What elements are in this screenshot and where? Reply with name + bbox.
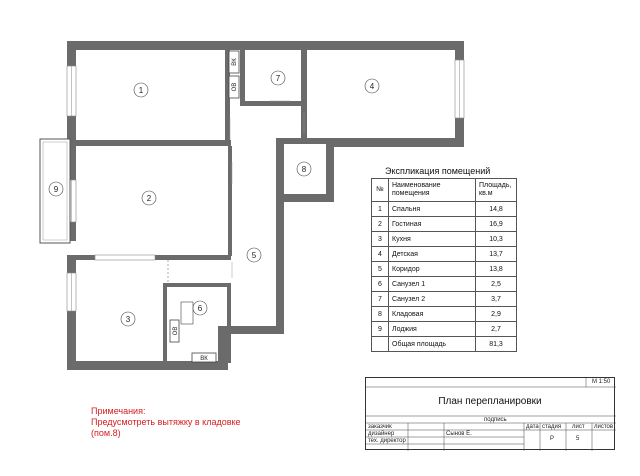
row-area: 2,5	[476, 277, 517, 292]
vk-label-top: ВК	[232, 58, 238, 66]
scale-label: М 1:50	[592, 379, 611, 385]
room-number-6: 6	[197, 304, 203, 313]
tech-director-label: тех. директор	[368, 438, 406, 444]
row-area: 3,7	[476, 292, 517, 307]
date-label: дата	[526, 424, 539, 430]
header-name: Наименование помещения	[389, 179, 476, 202]
room-number-5: 5	[251, 251, 257, 260]
bath-fixture	[181, 302, 193, 324]
room-number-3: 3	[125, 315, 131, 324]
row-name: Гостиная	[389, 217, 476, 232]
ov-label-top: ОВ	[232, 82, 238, 92]
total-value: 81,3	[476, 337, 517, 352]
designer-name: Сынов Е.	[446, 431, 472, 437]
row-num: 9	[372, 322, 389, 337]
row-name: Коридор	[389, 262, 476, 277]
table-total-row	[372, 337, 517, 352]
title-block	[365, 377, 615, 450]
header-num: №	[372, 179, 389, 202]
dizainer-label: дизайнер	[368, 431, 395, 437]
table-row	[372, 307, 517, 322]
table-row	[372, 232, 517, 247]
table-row	[372, 322, 517, 337]
row-name: Кладовая	[389, 307, 476, 322]
sheet-label: лист	[572, 424, 585, 430]
stage-value: Р	[550, 436, 555, 442]
table-row	[372, 247, 517, 262]
explication-title: Экспликация помещений	[385, 166, 491, 176]
explication-table	[371, 178, 517, 352]
notes	[91, 406, 241, 439]
sheet-value: 5	[576, 436, 580, 442]
table-row	[372, 277, 517, 292]
row-name: Кухня	[389, 232, 476, 247]
row-num: 8	[372, 307, 389, 322]
row-num: 5	[372, 262, 389, 277]
row-num: 6	[372, 277, 389, 292]
row-area: 10,3	[476, 232, 517, 247]
vk-label-bottom: ВК	[200, 356, 208, 362]
sheets-label: листов	[594, 424, 614, 430]
notes-line-1: Предусмотреть вытяжку в кладовке	[91, 417, 241, 427]
table-header-row	[372, 179, 517, 202]
podpis-label: подпись	[484, 417, 507, 423]
row-name: Детская	[389, 247, 476, 262]
row-num: 3	[372, 232, 389, 247]
room-number-1: 1	[138, 86, 144, 95]
row-num: 7	[372, 292, 389, 307]
drawing-title: План перепланировки	[438, 396, 542, 407]
row-num: 2	[372, 217, 389, 232]
room-number-9: 9	[53, 185, 59, 194]
ov-label-bottom: ОВ	[173, 326, 179, 336]
room-number-8: 8	[301, 165, 307, 174]
row-area: 16,9	[476, 217, 517, 232]
notes-title: Примечания:	[91, 406, 146, 416]
room-number-4: 4	[369, 82, 375, 91]
row-name: Лоджия	[389, 322, 476, 337]
row-area: 13,8	[476, 262, 517, 277]
row-name: Санузел 2	[389, 292, 476, 307]
row-area: 2,9	[476, 307, 517, 322]
stage-label: стадия	[542, 424, 562, 430]
row-area: 2,7	[476, 322, 517, 337]
row-num: 1	[372, 202, 389, 217]
row-num: 4	[372, 247, 389, 262]
room-number-7: 7	[275, 74, 281, 83]
total-label: Общая площадь	[389, 337, 476, 352]
doors	[230, 101, 304, 278]
table-row	[372, 292, 517, 307]
table-row	[372, 217, 517, 232]
table-row	[372, 202, 517, 217]
row-area: 14,8	[476, 202, 517, 217]
header-area: Площадь, кв.м	[476, 179, 517, 202]
row-name: Санузел 1	[389, 277, 476, 292]
total-empty	[372, 337, 389, 352]
table-row	[372, 262, 517, 277]
notes-line-2: (пом.8)	[91, 428, 121, 438]
zakazchik-label: заказчик	[368, 424, 392, 430]
row-area: 13,7	[476, 247, 517, 262]
row-name: Спальня	[389, 202, 476, 217]
room-number-2: 2	[146, 194, 152, 203]
